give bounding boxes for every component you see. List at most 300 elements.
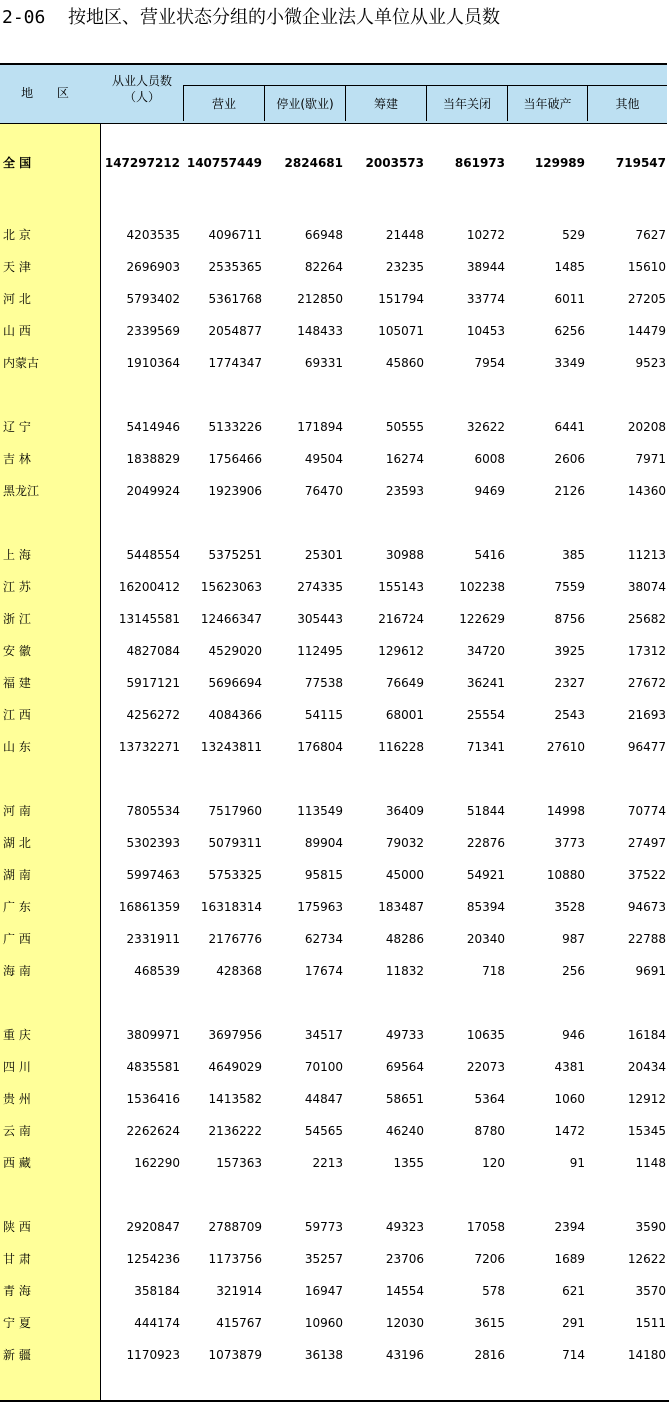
table-cell: 49323 <box>385 1220 424 1234</box>
table-cell: 8756 <box>554 612 585 626</box>
header-sub-column: 筹建 <box>345 85 426 121</box>
table-cell: 2339569 <box>126 324 180 338</box>
table-row <box>0 258 669 276</box>
region-name: 辽 宁 <box>3 420 31 434</box>
region-name: 宁 夏 <box>3 1316 31 1330</box>
table-row <box>0 578 669 596</box>
region-name: 全 国 <box>3 156 32 170</box>
table-bottom-rule <box>0 1400 669 1402</box>
table-cell: 15345 <box>627 1124 666 1138</box>
table-cell: 20434 <box>627 1060 666 1074</box>
table-cell: 216724 <box>378 612 424 626</box>
table-row <box>0 1090 669 1108</box>
table-cell: 112495 <box>297 644 343 658</box>
table-cell: 2816 <box>474 1348 505 1362</box>
table-cell: 140757449 <box>186 156 262 170</box>
table-cell: 36241 <box>466 676 505 690</box>
table-cell: 3925 <box>554 644 585 658</box>
table-cell: 69564 <box>385 1060 424 1074</box>
table-cell: 358184 <box>134 1284 180 1298</box>
region-name: 吉 林 <box>3 452 31 466</box>
table-row <box>0 1250 669 1268</box>
table-cell: 2920847 <box>126 1220 180 1234</box>
table-cell: 25301 <box>304 548 343 562</box>
table-cell: 5448554 <box>126 548 180 562</box>
table-cell: 2696903 <box>126 260 180 274</box>
table-cell: 415767 <box>216 1316 262 1330</box>
table-cell: 16184 <box>627 1028 666 1042</box>
table-cell: 5416 <box>474 548 505 562</box>
region-name: 上 海 <box>3 548 31 562</box>
table-cell: 13145581 <box>118 612 180 626</box>
region-name: 广 东 <box>3 900 31 914</box>
table-cell: 48286 <box>385 932 424 946</box>
table-cell: 58651 <box>385 1092 424 1106</box>
table-cell: 38944 <box>466 260 505 274</box>
table-cell: 7971 <box>635 452 666 466</box>
region-name: 河 南 <box>3 804 31 818</box>
data-table <box>0 63 669 1403</box>
table-row <box>0 642 669 660</box>
table-cell: 4084366 <box>208 708 262 722</box>
region-name: 湖 北 <box>3 836 31 850</box>
table-cell: 27610 <box>546 740 585 754</box>
table-cell: 529 <box>562 228 585 242</box>
table-cell: 25682 <box>627 612 666 626</box>
table-cell: 16200412 <box>118 580 180 594</box>
table-cell: 946 <box>562 1028 585 1042</box>
region-name: 山 东 <box>3 740 31 754</box>
region-name: 江 西 <box>3 708 31 722</box>
table-cell: 69331 <box>304 356 343 370</box>
table-cell: 116228 <box>378 740 424 754</box>
table-cell: 1173756 <box>208 1252 262 1266</box>
header-employees <box>101 63 183 121</box>
table-cell: 5753325 <box>208 868 262 882</box>
table-cell: 77538 <box>304 676 343 690</box>
table-cell: 14554 <box>385 1284 424 1298</box>
table-row <box>0 930 669 948</box>
table-row <box>0 1026 669 1044</box>
table-cell: 4529020 <box>208 644 262 658</box>
table-row <box>0 898 669 916</box>
table-cell: 1148 <box>635 1156 666 1170</box>
table-cell: 17058 <box>466 1220 505 1234</box>
region-name: 山 西 <box>3 324 31 338</box>
table-cell: 10272 <box>466 228 505 242</box>
table-cell: 7517960 <box>208 804 262 818</box>
table-cell: 621 <box>562 1284 585 1298</box>
table-cell: 3570 <box>635 1284 666 1298</box>
table-cell: 3697956 <box>208 1028 262 1042</box>
table-cell: 36409 <box>385 804 424 818</box>
table-cell: 321914 <box>216 1284 262 1298</box>
region-name: 天 津 <box>3 260 31 274</box>
table-cell: 21448 <box>385 228 424 242</box>
table-cell: 5375251 <box>208 548 262 562</box>
table-cell: 148433 <box>297 324 343 338</box>
table-cell: 1774347 <box>208 356 262 370</box>
table-cell: 85394 <box>466 900 505 914</box>
table-row <box>0 290 669 308</box>
region-name: 安 徽 <box>3 644 31 658</box>
table-cell: 50555 <box>385 420 424 434</box>
table-cell: 3590 <box>635 1220 666 1234</box>
table-cell: 6008 <box>474 452 505 466</box>
table-cell: 71341 <box>466 740 505 754</box>
table-cell: 5364 <box>474 1092 505 1106</box>
table-cell: 82264 <box>304 260 343 274</box>
table-cell: 1485 <box>554 260 585 274</box>
table-cell: 13732271 <box>118 740 180 754</box>
region-name: 云 南 <box>3 1124 31 1138</box>
region-name: 江 苏 <box>3 580 31 594</box>
table-cell: 32622 <box>466 420 505 434</box>
table-cell: 10960 <box>304 1316 343 1330</box>
table-cell: 46240 <box>385 1124 424 1138</box>
table-cell: 274335 <box>297 580 343 594</box>
table-row <box>0 738 669 756</box>
table-cell: 122629 <box>459 612 505 626</box>
table-cell: 183487 <box>378 900 424 914</box>
table-row <box>0 866 669 884</box>
table-cell: 6441 <box>554 420 585 434</box>
region-name: 北 京 <box>3 228 31 242</box>
table-cell: 6256 <box>554 324 585 338</box>
table-cell: 30988 <box>385 548 424 562</box>
table-cell: 37522 <box>627 868 666 882</box>
table-cell: 91 <box>569 1156 585 1170</box>
table-cell: 70100 <box>304 1060 343 1074</box>
table-cell: 10880 <box>546 868 585 882</box>
table-cell: 120 <box>482 1156 505 1170</box>
table-cell: 12030 <box>385 1316 424 1330</box>
region-name: 湖 南 <box>3 868 31 882</box>
region-name: 青 海 <box>3 1284 31 1298</box>
region-name: 河 北 <box>3 292 31 306</box>
table-cell: 718 <box>482 964 505 978</box>
table-cell: 25554 <box>466 708 505 722</box>
table-cell: 2049924 <box>126 484 180 498</box>
table-cell: 151794 <box>378 292 424 306</box>
table-cell: 9691 <box>635 964 666 978</box>
table-cell: 256 <box>562 964 585 978</box>
table-cell: 987 <box>562 932 585 946</box>
table-cell: 16947 <box>304 1284 343 1298</box>
table-cell: 11213 <box>627 548 666 562</box>
table-cell: 176804 <box>297 740 343 754</box>
table-cell: 16318314 <box>200 900 262 914</box>
table-cell: 27672 <box>627 676 666 690</box>
table-cell: 22788 <box>627 932 666 946</box>
region-name: 黑龙江 <box>3 484 40 498</box>
table-cell: 714 <box>562 1348 585 1362</box>
header-sub-column: 停业(歇业) <box>264 85 345 121</box>
table-cell: 1838829 <box>126 452 180 466</box>
table-cell: 49733 <box>385 1028 424 1042</box>
table-cell: 6011 <box>554 292 585 306</box>
table-cell: 45000 <box>385 868 424 882</box>
table-cell: 20340 <box>466 932 505 946</box>
table-cell: 2054877 <box>208 324 262 338</box>
table-cell: 89904 <box>304 836 343 850</box>
region-name: 贵 州 <box>3 1092 31 1106</box>
table-cell: 13243811 <box>200 740 262 754</box>
table-row <box>0 1122 669 1140</box>
table-cell: 305443 <box>297 612 343 626</box>
table-row <box>0 418 669 436</box>
table-cell: 162290 <box>134 1156 180 1170</box>
table-cell: 719547 <box>615 156 666 170</box>
table-cell: 23593 <box>385 484 424 498</box>
region-name: 海 南 <box>3 964 31 978</box>
table-cell: 1689 <box>554 1252 585 1266</box>
table-cell: 76649 <box>385 676 424 690</box>
table-row <box>0 226 669 244</box>
table-row-total <box>0 154 669 172</box>
table-cell: 27497 <box>627 836 666 850</box>
table-row <box>0 1282 669 1300</box>
table-row <box>0 802 669 820</box>
table-row <box>0 546 669 564</box>
table-cell: 291 <box>562 1316 585 1330</box>
table-cell: 2788709 <box>208 1220 262 1234</box>
table-cell: 2543 <box>554 708 585 722</box>
table-cell: 1060 <box>554 1092 585 1106</box>
table-cell: 17312 <box>627 644 666 658</box>
table-cell: 7627 <box>635 228 666 242</box>
table-cell: 3773 <box>554 836 585 850</box>
table-cell: 2824681 <box>284 156 343 170</box>
table-cell: 175963 <box>297 900 343 914</box>
table-cell: 147297212 <box>104 156 180 170</box>
table-cell: 1413582 <box>208 1092 262 1106</box>
table-cell: 1355 <box>393 1156 424 1170</box>
table-cell: 129612 <box>378 644 424 658</box>
table-row <box>0 962 669 980</box>
table-row <box>0 1218 669 1236</box>
table-row <box>0 482 669 500</box>
table-cell: 4203535 <box>126 228 180 242</box>
table-cell: 5414946 <box>126 420 180 434</box>
region-name: 陕 西 <box>3 1220 31 1234</box>
table-cell: 9523 <box>635 356 666 370</box>
table-cell: 10453 <box>466 324 505 338</box>
table-cell: 10635 <box>466 1028 505 1042</box>
region-name: 甘 肃 <box>3 1252 31 1266</box>
table-cell: 4835581 <box>126 1060 180 1074</box>
table-cell: 94673 <box>627 900 666 914</box>
table-cell: 5361768 <box>208 292 262 306</box>
header-sub-column: 营业 <box>183 85 264 121</box>
table-cell: 45860 <box>385 356 424 370</box>
table-cell: 444174 <box>134 1316 180 1330</box>
table-cell: 11832 <box>385 964 424 978</box>
region-name: 广 西 <box>3 932 31 946</box>
table-cell: 4649029 <box>208 1060 262 1074</box>
table-cell: 4827084 <box>126 644 180 658</box>
table-cell: 15610 <box>627 260 666 274</box>
table-cell: 54921 <box>466 868 505 882</box>
table-cell: 14360 <box>627 484 666 498</box>
region-name: 四 川 <box>3 1060 31 1074</box>
table-row <box>0 706 669 724</box>
table-row <box>0 450 669 468</box>
table-cell: 5079311 <box>208 836 262 850</box>
table-cell: 95815 <box>304 868 343 882</box>
table-cell: 79032 <box>385 836 424 850</box>
table-cell: 20208 <box>627 420 666 434</box>
table-row <box>0 1346 669 1364</box>
table-cell: 7206 <box>474 1252 505 1266</box>
table-cell: 157363 <box>216 1156 262 1170</box>
table-cell: 2327 <box>554 676 585 690</box>
table-title: 按地区、营业状态分组的小微企业法人单位从业人员数 <box>68 7 500 28</box>
table-cell: 1536416 <box>126 1092 180 1106</box>
header-employees-label: 从业人员数 （人） <box>111 74 172 104</box>
table-cell: 17674 <box>304 964 343 978</box>
table-cell: 171894 <box>297 420 343 434</box>
table-cell: 2003573 <box>365 156 424 170</box>
table-row <box>0 1154 669 1172</box>
table-cell: 2394 <box>554 1220 585 1234</box>
table-cell: 62734 <box>304 932 343 946</box>
table-cell: 1254236 <box>126 1252 180 1266</box>
table-cell: 5793402 <box>126 292 180 306</box>
table-cell: 14479 <box>627 324 666 338</box>
table-cell: 3349 <box>554 356 585 370</box>
table-row <box>0 610 669 628</box>
table-cell: 14180 <box>627 1348 666 1362</box>
table-cell: 1910364 <box>126 356 180 370</box>
table-cell: 12912 <box>627 1092 666 1106</box>
table-cell: 2535365 <box>208 260 262 274</box>
table-cell: 1170923 <box>126 1348 180 1362</box>
page-title <box>2 4 500 38</box>
table-cell: 34517 <box>304 1028 343 1042</box>
region-name: 重 庆 <box>3 1028 31 1042</box>
table-cell: 34720 <box>466 644 505 658</box>
table-cell: 468539 <box>134 964 180 978</box>
table-cell: 44847 <box>304 1092 343 1106</box>
table-cell: 16861359 <box>118 900 180 914</box>
table-cell: 105071 <box>378 324 424 338</box>
region-name: 新 疆 <box>3 1348 31 1362</box>
table-cell: 7954 <box>474 356 505 370</box>
table-cell: 33774 <box>466 292 505 306</box>
table-cell: 3809971 <box>126 1028 180 1042</box>
table-cell: 113549 <box>297 804 343 818</box>
table-cell: 1756466 <box>208 452 262 466</box>
table-cell: 2606 <box>554 452 585 466</box>
table-cell: 4381 <box>554 1060 585 1074</box>
table-cell: 8780 <box>474 1124 505 1138</box>
table-cell: 9469 <box>474 484 505 498</box>
table-row <box>0 674 669 692</box>
table-cell: 27205 <box>627 292 666 306</box>
table-cell: 23706 <box>385 1252 424 1266</box>
table-cell: 3528 <box>554 900 585 914</box>
table-cell: 5302393 <box>126 836 180 850</box>
table-cell: 129989 <box>534 156 585 170</box>
table-cell: 7805534 <box>126 804 180 818</box>
header-region: 地 区 <box>21 85 79 100</box>
table-cell: 70774 <box>627 804 666 818</box>
table-cell: 15623063 <box>200 580 262 594</box>
table-cell: 2331911 <box>126 932 180 946</box>
table-cell: 428368 <box>216 964 262 978</box>
region-name: 浙 江 <box>3 612 31 626</box>
header-sub-column: 当年破产 <box>507 85 587 121</box>
table-cell: 578 <box>482 1284 505 1298</box>
table-cell: 2176776 <box>208 932 262 946</box>
table-cell: 5997463 <box>126 868 180 882</box>
table-cell: 1511 <box>635 1316 666 1330</box>
region-name: 内蒙古 <box>3 356 40 370</box>
table-row <box>0 322 669 340</box>
table-cell: 861973 <box>454 156 505 170</box>
table-cell: 54565 <box>304 1124 343 1138</box>
table-row <box>0 834 669 852</box>
table-cell: 4096711 <box>208 228 262 242</box>
table-cell: 3615 <box>474 1316 505 1330</box>
table-cell: 51844 <box>466 804 505 818</box>
header-sub-column: 当年关闭 <box>426 85 507 121</box>
table-row <box>0 354 669 372</box>
table-cell: 54115 <box>304 708 343 722</box>
table-cell: 2213 <box>312 1156 343 1170</box>
table-cell: 21693 <box>627 708 666 722</box>
table-cell: 43196 <box>385 1348 424 1362</box>
table-cell: 4256272 <box>126 708 180 722</box>
table-cell: 68001 <box>385 708 424 722</box>
table-cell: 5917121 <box>126 676 180 690</box>
table-cell: 22876 <box>466 836 505 850</box>
header-sub-column: 其他 <box>587 85 667 121</box>
table-cell: 1073879 <box>208 1348 262 1362</box>
table-cell: 23235 <box>385 260 424 274</box>
table-cell: 49504 <box>304 452 343 466</box>
table-cell: 12622 <box>627 1252 666 1266</box>
table-cell: 14998 <box>546 804 585 818</box>
table-row <box>0 1314 669 1332</box>
table-cell: 7559 <box>554 580 585 594</box>
table-row <box>0 1058 669 1076</box>
table-cell: 2262624 <box>126 1124 180 1138</box>
table-cell: 22073 <box>466 1060 505 1074</box>
table-cell: 35257 <box>304 1252 343 1266</box>
table-cell: 36138 <box>304 1348 343 1362</box>
table-number: 2-06 <box>2 7 46 28</box>
table-cell: 12466347 <box>200 612 262 626</box>
table-cell: 2136222 <box>208 1124 262 1138</box>
table-cell: 5133226 <box>208 420 262 434</box>
table-cell: 1472 <box>554 1124 585 1138</box>
table-cell: 59773 <box>304 1220 343 1234</box>
region-name: 西 藏 <box>3 1156 31 1170</box>
table-cell: 66948 <box>304 228 343 242</box>
table-cell: 1923906 <box>208 484 262 498</box>
table-cell: 38074 <box>627 580 666 594</box>
table-cell: 96477 <box>627 740 666 754</box>
table-cell: 2126 <box>554 484 585 498</box>
table-cell: 212850 <box>297 292 343 306</box>
region-name: 福 建 <box>3 676 31 690</box>
table-cell: 76470 <box>304 484 343 498</box>
table-cell: 5696694 <box>208 676 262 690</box>
table-cell: 16274 <box>385 452 424 466</box>
table-cell: 155143 <box>378 580 424 594</box>
